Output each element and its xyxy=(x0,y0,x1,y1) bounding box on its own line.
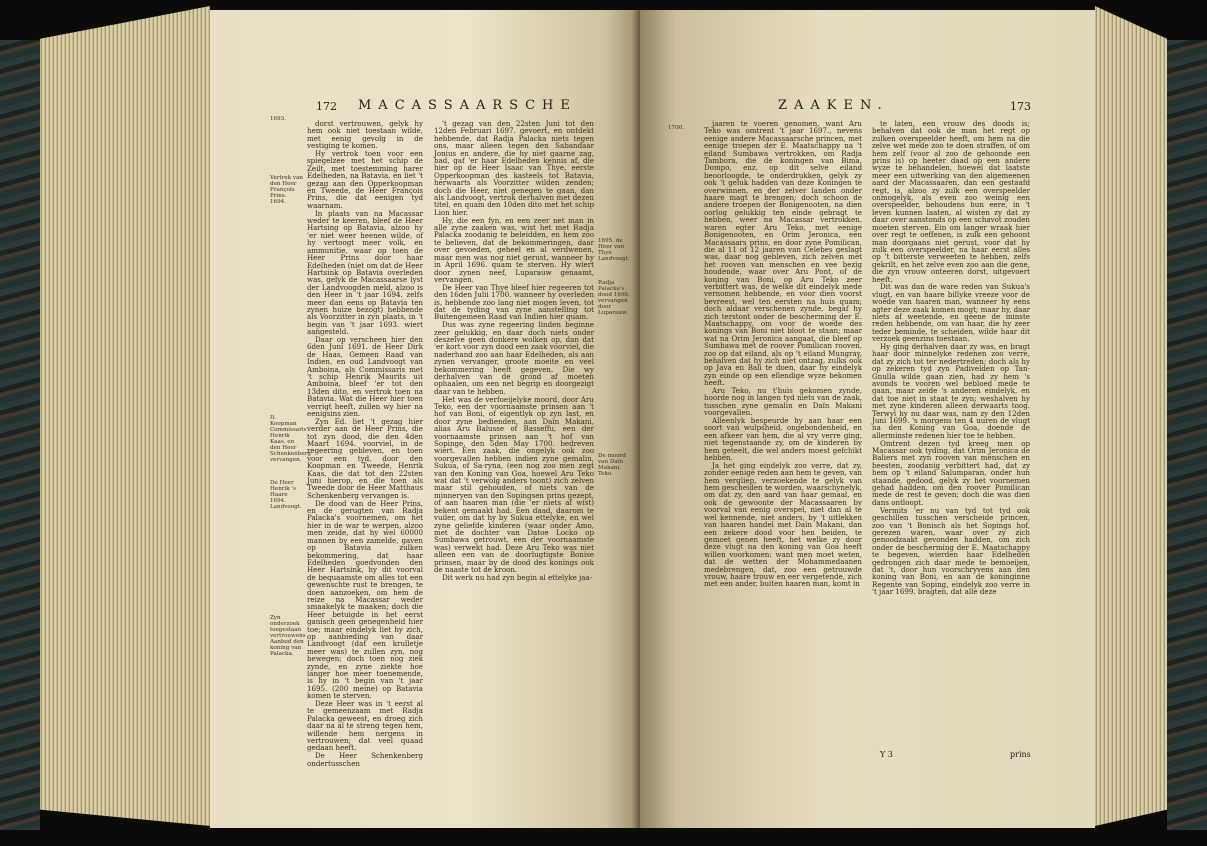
paragraph: In plaats van na Macassar weder te keeren, bleef de Heer Hartsing op Batavia, alzoo hy 'er niet weer heenen wilde, of hy vertoogt meer volk, en ammunitie, waar op toen de Heer Prins door haar Edelheden (niet om dat de Heer Hartsink op Batavia overleden was, gelyk de Macassaarse lyst der Landvoogden meld, alzoo is den Heer in 't jaar 1694. zelfs meer dan eens op Batavia ten zynen huize bezogt) hebbende als Voorzitter in zyn plaats, in 't begin van 't jaar 1693. wiert aangesteld. xyxy=(307,208,423,337)
left-page xyxy=(210,10,640,828)
paragraph: Hy vertrok toen voor een spiegelzee met het schip de Zeilt, met toestemming harer Edelheden, na Batavia, en liet 't gezag aan den Opperkoopman en Tweede, de Heer François Prins, die dat eenigen tyd waarnam. xyxy=(307,149,423,210)
paragraph: Vermits 'er nu van tyd tot tyd ook geschillen tusschen verscheide princen, zoo van 't Bonisch als het Sopings hof, gerezen waren, waar over zy zich genoodzaakt gevonden hadden, om zich onder de bescherming der E. Maatschappy te begeven, wierden haar Edelheden gedrongen zich daar mede te bemoeijen, dat 't, door hun voorschryvens aan den koning van Boni, en aan de koninginne Regente van Soping, eindelyk zoo verre in 't jaar 1699. bragten, dat alle deze xyxy=(872,505,1030,597)
left-marbled-board xyxy=(0,40,40,830)
paragraph: Dit was dan de ware reden van Sukua's vlugt, en van haare billyke vreeze voor de woede van haaren man, wanneer hy eens agter deze zaak komen mogt; maar hy, daar niets af weetende, en geene de minste reden hebbende, om van haar, die hy zeer teder beminde, te scheiden, wilde haar dit verzoek geenzins toestaan. xyxy=(872,282,1030,344)
right-column-2 xyxy=(872,120,1030,745)
right-running-head: ZAAKEN. xyxy=(778,98,889,113)
margin-note-4: Zyn onderzoek toegestaan vertrouwens Aanbod den koning van Palacka. xyxy=(270,615,306,657)
right-page xyxy=(640,10,1095,828)
right-page-number: 173 xyxy=(1010,100,1031,113)
left-running-head: MACASSAARSCHE xyxy=(358,98,577,113)
left-page-edges xyxy=(40,6,210,826)
paragraph: dorst vertrouwen, gelyk hy hem ook niet toestaan wilde, met eenig gevolg in de vestiging te komen. xyxy=(307,119,423,151)
paragraph: Ja het ging eindelyk zoo verre, dat zy, zonder eenige reden aan hem te geven, van hem vergliep, verzoekende te gelyk van hem gescheiden te worden, waarschynelyk, om dat zy, den aard van haar gemaal, en ook de gewoonte der Macassaaren by voorval van eenig overspel, niet dan al te wel kennende, niet anders, by 't uitlekken van haaren handel met Daïn Makani, dan een zekere dood voor hen beiden, te gemoet genen heeft, het welke zy door deze vlugt na den koning van Goa heeft willen voorkomen: want men moet weten, dat de wetten der Mohammedaanen medebrengen, dat, zoo een getrouwde vrouw, haare trouw en eer vergetende, zich met een ander, buiten haaren man, komt in xyxy=(704,460,862,589)
left-column-2 xyxy=(434,120,594,740)
paragraph: De Heer van Thye bleef hier regeeren tot den 16den Julii 1700. wanneer hy overleden is, hebbende zoo lang niet mogen leven, tot dat de tyding van zyne aanstelling tot Buitengemeen Raad van Indien hier quam. xyxy=(434,282,594,322)
paragraph: Hy ging derhalven daar zy was, en bragt haar door minnelyke redenen zoo verre, dat zy zich tot ter nedertreden; doch als hy op zekeren tyd zyn Padivelden op Tan-Gnulla wilde gaan zien, had zy hem 's avonds te vooren wel bebloed mede te gaan, maar zeide 's anderen eindelyk, en dat toe niet in staat te zyn; weshalven hy met zyne kinderen alleen derwaarts toog. Terwyl hy nu daar was, nam zy den 12den Juni 1699. 's morgens ten 4 uuren de vlugt na den Koning van Goa, doende de allerminste redenen hier toe te hebben. xyxy=(872,341,1030,440)
paragraph: Het was de verfoeijelyke moord, door Aru Teko, een der voornaamste prinsen aan 't hof van Boni, of eigentlyk op zyn last, en door zyne bedienden, aan Daïn Makani, alias Aru Balusse of Basseffu, een der voornaamste prinsen aan 't hof van Sopinge, den 5den May 1700. bedreven wiert. Een zaak, die ongelyk ook zoo voorgevallen hebben indien zyne gemalin, Sukua, of Sa-ryna, (een nog zoo men zegt van den Koning van Goa, hoewel Aru Teko wat dat 't verwolg anders toont) zich zelven maar stil gehouden, of niets van de minneryen van den Sopingsen prins gezept, of aan haaren man (die 'er niets af wist) bekent gemaakt had. Een daad, daarom te vuiler, om dat hy by Sukua ettelyke, en wel zyne geliefde kinderen (waar onder Amo, met de dochter van Datoe Locko op Sumbawa getrouwt, een der voornaamste was) verwekt had. Deze Aru Teko was niet alleen een van de doorlugtigste Bonise prinsen, maar by de dood des konings ook de naaste tot de kroon. xyxy=(434,394,594,574)
paragraph: Aru Teko, nu t'huis gekomen zynde, hoorde nog in langen tyd niets van de zaak, tusschen zyne gemalin en Daïn Makani voorgevallen. xyxy=(704,386,862,418)
paragraph: Zyn Ed. liet 't gezag hier verder aan de Heer Prins, die tot zyn dood, die den 4den Maart 1694. voorviel, in de regeering gebleven, en toen voor een tyd, door den Koopman en Tweede, Henrik Kaas, die dat tot den 22sten Juni hierop, en die toen als Tweede door de Heer Matthaus Schenkenberg vervangen is. xyxy=(307,416,423,500)
margin-note-5: 1695. de Heer van Thye Landvoogt. xyxy=(598,238,630,262)
paragraph: Alleenlyk bespeurde hy aan haar een soort van wulpsheid, ongebondenheid, en een afkeer van hem, die al vry verre ging, niet tegenstaande zy, om de kinderen by hem geteelt, die wel anders moest gefchikt hebben. xyxy=(704,416,862,463)
paragraph: Dus was zyne regeering linden beginne zeer gelukkig, en daar doch niets onder deszelve geen donkere wolken op, dan dat 'er kort voor zyn dood een zaak voorviel, die naderhand zoo aan haar Edelheden, als aan zynen vervanger, groote moeite en veel bekommering heeft gegeven. Die wy derhalven van de grond af moeten ophaalen, om een net begrip en doorgezigt daar van te hebben. xyxy=(434,320,594,396)
left-year-note: 1693. xyxy=(270,116,287,122)
paragraph: De Heer Schenkenberg ondertusschen xyxy=(307,751,423,768)
right-year-note: 1700. xyxy=(668,125,685,131)
right-page-edges xyxy=(1095,6,1167,826)
paragraph: jaaren te voeren genomen, want Aru Teko was omtrent 't jaar 1697., nevens eenige andere Macassaarsche princen, met eenige troepen der E. Maatschappy na 't eiland Sumbawa vertrokken, om Radja Tambora, die de koningen van Bima, Dompo, enz. op dit selve eiland beoorloogde, te onderdrukken, gelyk zy ook 't geluk hadden van deze Koningen te overwinnen, en der zelver landen onder haare magt te brengen; doch schoon de andere troepen der Bonigenooten, na dien oorlog gelukkig ten einde gebragt te hebben, weer na Macassar vertrokken, waren egter Aru Teko, met eenige Bonigenooten, en Orim Jeronica, een Macassaars prins, en door zyne Pomilican, die al 11 of 12 jaaren van Celebes geslagt was, daar nog gebleven, zich zelven met het rooven van menschen en vee bezig houdende, waar over Aru Pont, of de koning van Boni, op Aru Teko zeer verbittert was, de welke dit eindelyk mede vernomen hebbende, en voor dien voorst bevreest, wel ten eersten na huis quam; doch aldaar verschenen zynde, begaf hy zich terstont onder de bescherming der E. Maatschappy, om voor de woede des konings van Boni niet bloot te staan; maar wat na Orim Jeronica aangaat, die bleef op Sumbawa met de roover Pomilican rooven, zoo op dat eiland, als op 't eiland Mungray, behalven dat hy zich niet ontzag, zulks ook op Java en Bali te doen, daar hy eindelyk zyn einde op een ellendige wyze bekomen heeft. xyxy=(704,119,862,388)
margin-note-6: Radja Palacka's dood 1696. vervangen door Luparauw. xyxy=(598,280,630,316)
paragraph: Omtrent dezen tyd kreeg men op Macassar ook tyding, dat Orim Jeronica de Baliers met zyn rooven van menschen en beesten, zoodanig verbittert had, dat zy hem op 't eiland Salumparan, onder hun staande, gedood, gelyk zy het voornemen gehad hadden, om den roover Pomilican mede de rest te geven; doch die was dien dans ontloopt. xyxy=(872,438,1030,507)
paragraph: Daar op verscheen hier den 6den Juni 1691. de Heer Dirk de Haas, Gemeen Raad van Indien, en oud Landvoogt van Amboina, als Commissaris met 't schip Henrik Maurits uit Amboina, bleef 'er tot den 13den dito, en vertrok toen na Batavia. Wat die Heer hier toen verrigt heeft, zullen wy hier na eenigsins zien. xyxy=(307,334,423,419)
paragraph: De dood van de Heer Prins, en de gerugten van Radja Palacka's voornemen, om het hier in de war te werpen, alzoo men zeide, dat hy wel 60000 mannen by een zamelde, gaven op Batavia zulken bekommering, dat haar Edelheden goedvonden den Heer Hartsink, hy dit voorval de bequaamste om alles tot een gewenschte rust te brengen, te doen aanzoeken, om hem de reize na Macassar weder smaakelyk te maaken; doch die Heer betuigde in het eerst ganisch geen genegenheid hier toe; maar eindelyk liet hy zich, op aanbieding van daar Landvoogt (dat een krulletje meer was) te zullen zyn, nog bewegen; doch toen nog ziek zynde, en zyne ziekte hoe langer hoe meer toenemende, is hy in 't begin van 't jaar 1695. (200 meine) op Batavia komen te sterven. xyxy=(307,498,423,701)
paragraph: te laten, een vrouw des doods is; behalven dat ook de man het regt op zulken overspeelder heeft, om hem na die zelve wet mede zoo te doen straffen, of om hem zelf (voor al zoo de gehoonde een prins is) op heeter daad op een andere wyze te behandelen, hoewel dat laatste meer een uitwerking van den algemeenen aard der Macassaaren, dan een gestaafd regt, is, alzoo zy zulk een overspeelder onmogelyk, als even zoo weinig een overspeelder, behoudens hun eere, in 't leven kunnen laaten, al wisten zy dat zy daar over aanstonds op een schavot zouden moeten sterven. Ein om langer wraak hier over regt te oeffenen, is zulk een gehoont man doorgaans niet gerust, voor dat hy zulk een overspeelder, na haar eerst alles op 't bitterste verweeten te hebben, zelfs gekrilt, en het zelve even zoo aan die gene, die zyn vrouw onteeren dorst, uitgevoert heeft. xyxy=(872,119,1030,284)
margin-note-1: Vertrek van den Heer François Prins. 1694. xyxy=(270,175,304,205)
right-column-1 xyxy=(704,120,862,745)
paragraph: Deze Heer was in 't eerst al te gemeenzaam met Radja Palacka geweest, en droeg zich daar na al te streng tegen hem, willende hem nergens in vertrouwen; dat veel quaad gedaan heeft. xyxy=(307,699,423,753)
paragraph: Dit werk nu had zyn begin al ettelyke jaa- xyxy=(442,572,593,582)
signature-mark: Y 3 xyxy=(880,750,893,759)
margin-note-2: D. Koopman Commissaris Henrik Kaas, en den Heer Schenkenberg vervangen. xyxy=(270,415,311,463)
catchword: prins xyxy=(1010,750,1031,759)
left-column-1 xyxy=(307,119,423,768)
paragraph: Hy, die een fyn, en een zeer net man in alle zyne zaaken was, wist het met Radja Palacka zoodanig te beleidden, en hem zoo te believen, dat de bekommeringen, daar over gevoeden, geheel en al verdwenen, maar men was nog niet gerust, wanneer hy in April 1696. quam te sterven. Hy wiert door zynen neef, Luparauw genaamt, vervangen. xyxy=(434,215,594,284)
paragraph: 't gezag van den 22sten Juni tot den 12den Februari 1697. gevoert, en ontdekt hebbende, dat Radja Palacka niets tegen ons, maar alleen tegen den Sabandaar Jonius en andere, die hy niet gaarne zag, had, gaf 'er haar Edelheden kennis af, die hier op de Heer Isaac van Thye, eerste Opperkoopman des kasteels tot Batavia, herwaarts als Voorzitter wilden zenden; doch die Heer, niet genegen te gaan, dan als Landvoogt, vertrok derhalven met dezen titel, en quam den 10den dito met het schip Lion hier. xyxy=(434,119,594,217)
margin-note-3: De Heer Henrik 's Haare 1694. Landvoogt. xyxy=(270,480,302,510)
right-marbled-board xyxy=(1167,40,1207,830)
margin-note-7: De moord van Daïn Makani. Teko. xyxy=(598,453,626,477)
left-page-number: 172 xyxy=(316,100,337,113)
